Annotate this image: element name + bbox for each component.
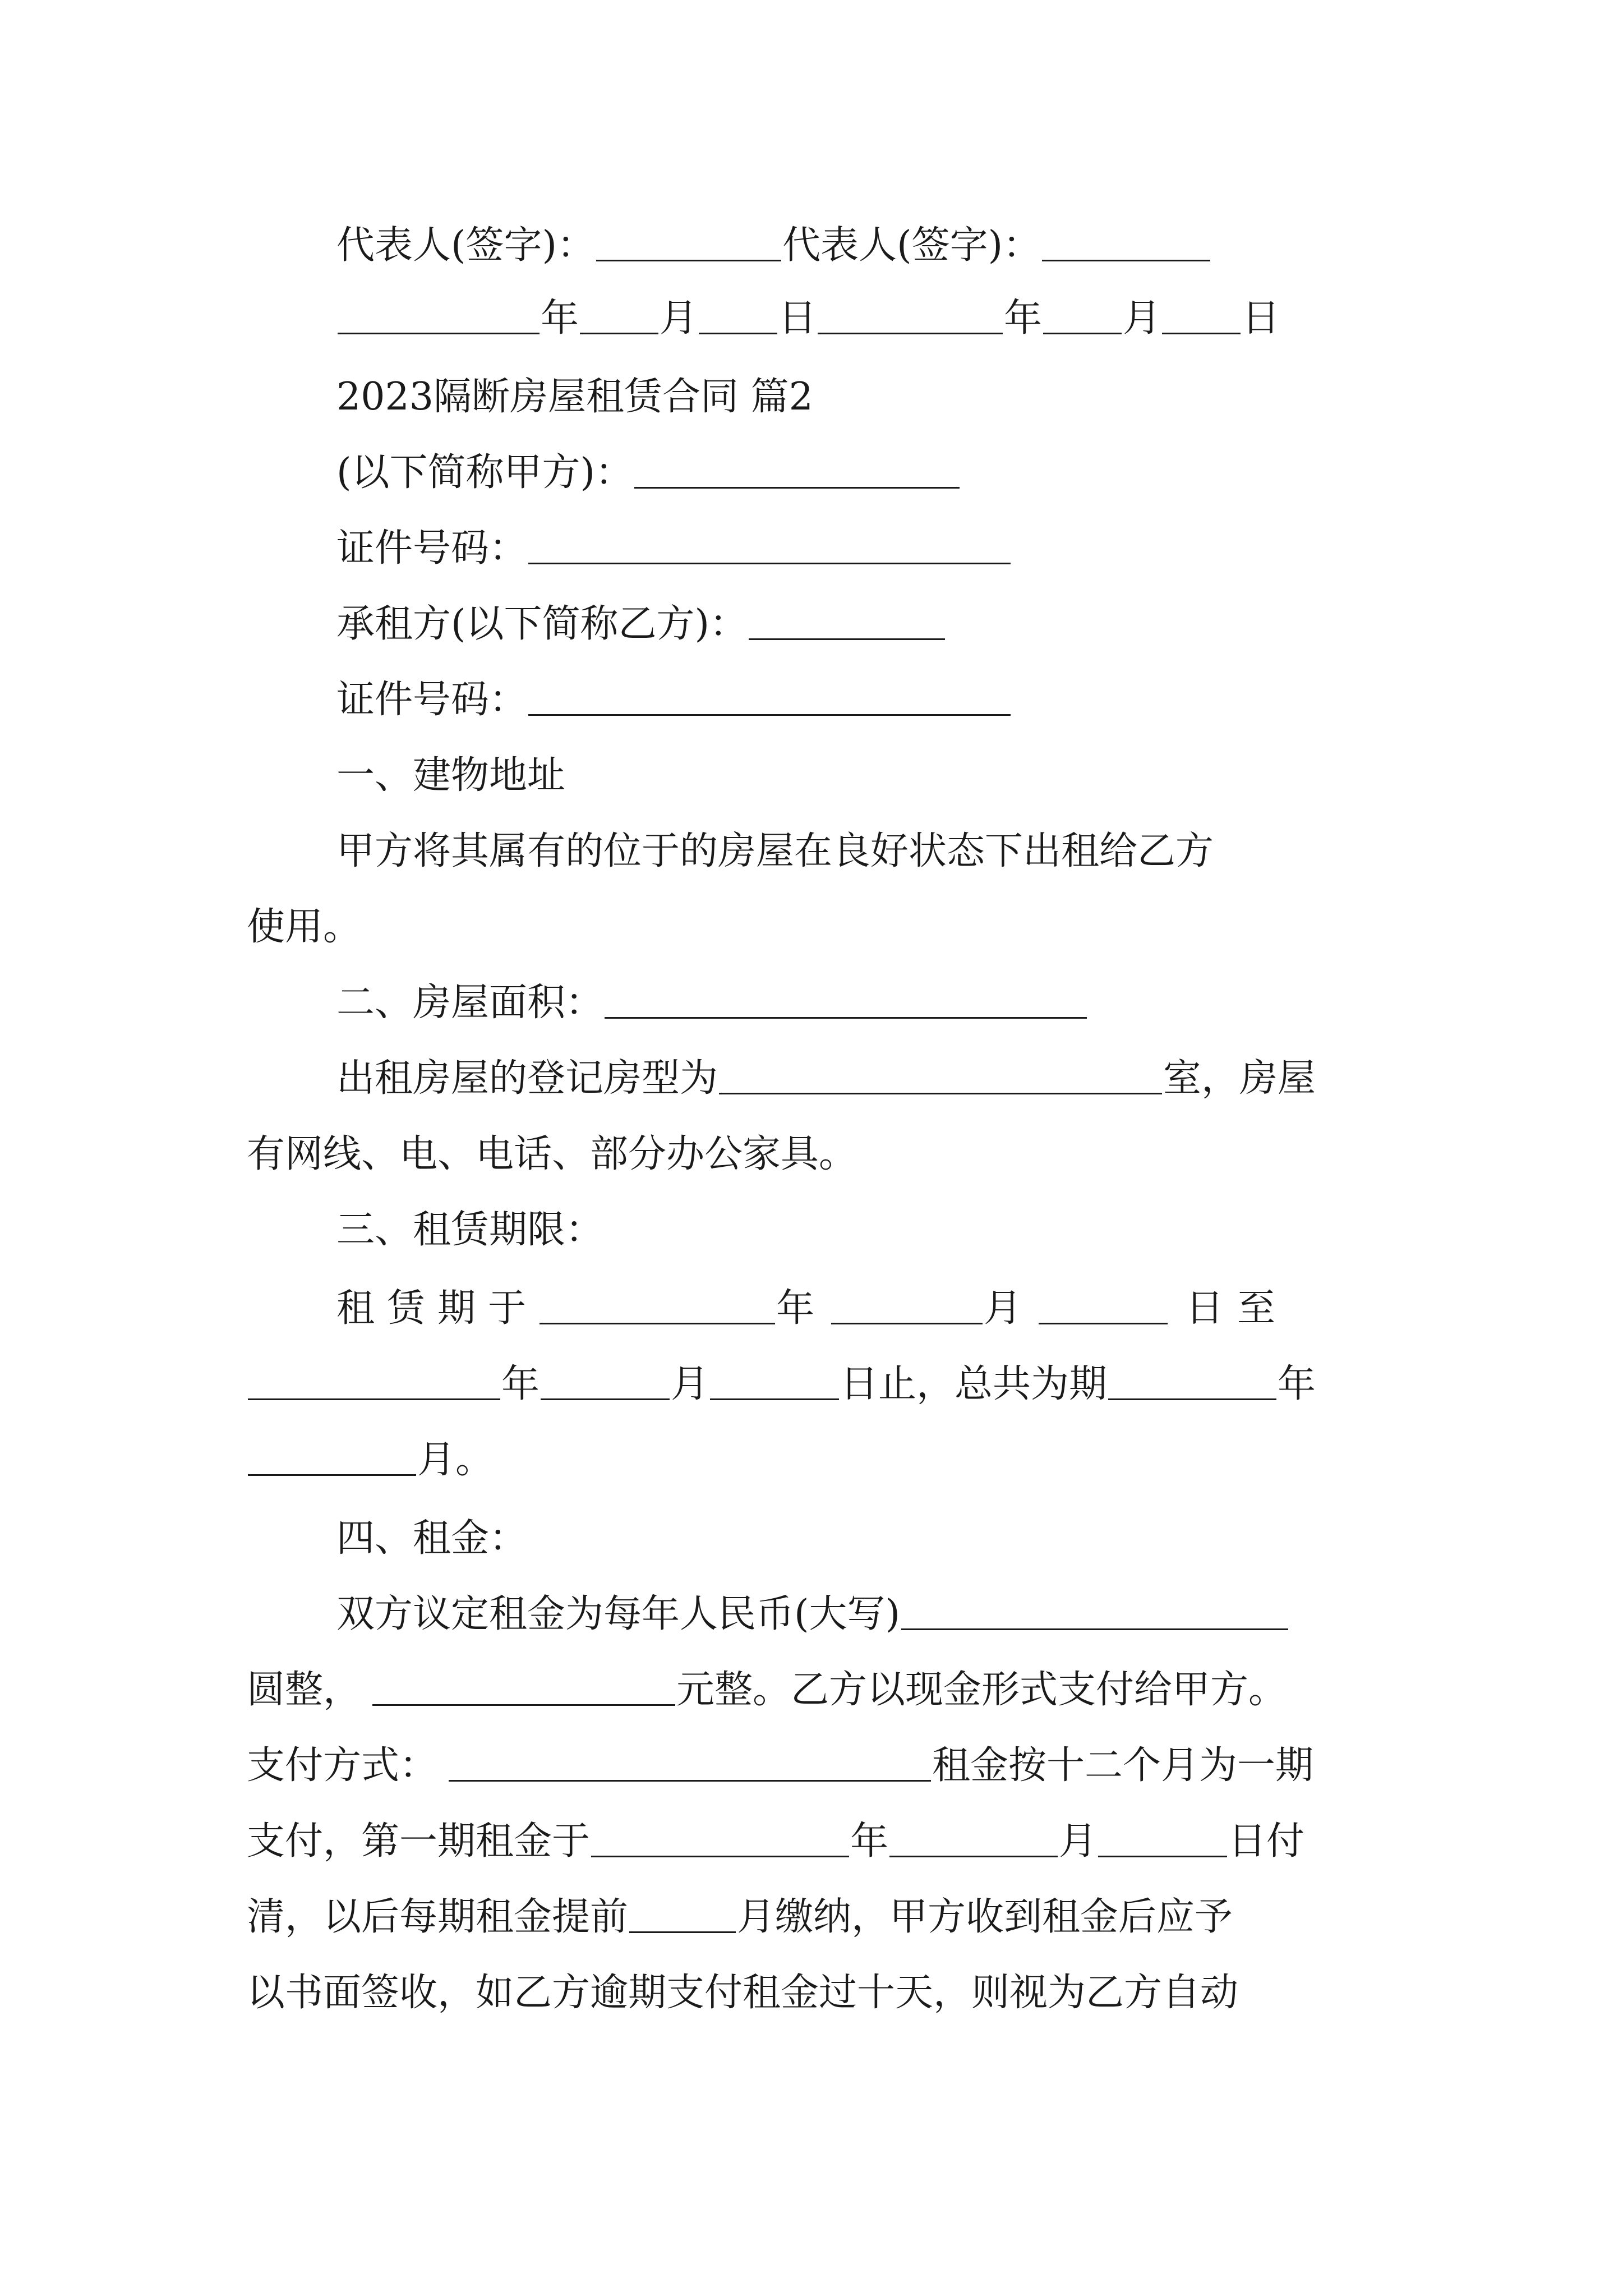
payment-method-blank xyxy=(449,1749,931,1782)
representative-label-b: 代表人(签字)： xyxy=(782,223,1041,268)
lease-to-day-label: 日止，总共为期 xyxy=(840,1362,1108,1406)
rent-amount-number-blank xyxy=(372,1673,675,1706)
advance-payment-text: 月缴纳，甲方收到租金后应予 xyxy=(737,1895,1233,1939)
area-blank xyxy=(605,986,1087,1019)
lease-to-month-label: 月 xyxy=(671,1362,709,1406)
section4-title: 四、租金： xyxy=(336,1516,528,1561)
id-b-line xyxy=(247,662,1469,738)
advance-months-blank xyxy=(629,1900,736,1933)
rent-amount-suffix: 圆整， xyxy=(247,1668,362,1712)
id-a-blank xyxy=(528,531,1011,564)
lease-from-month-label: 月 xyxy=(984,1286,1022,1331)
room-type-label: 出租房屋的登记房型为 xyxy=(336,1056,718,1101)
advance-payment-label: 清，以后每期租金提前 xyxy=(247,1895,629,1939)
room-suffix: 室，房屋 xyxy=(1163,1056,1316,1101)
lease-to-day-blank xyxy=(710,1367,839,1400)
section1-title: 一、建物地址 xyxy=(336,753,566,798)
section1-body-line1: 甲方将其属有的位于的房屋在良好状态下出租给乙方 xyxy=(336,829,1214,873)
section1-body-line2: 使用。 xyxy=(247,905,362,949)
party-a-line xyxy=(247,435,1469,511)
year-label: 年 xyxy=(541,296,579,341)
lease-to-year-label: 年 xyxy=(501,1362,540,1406)
year-blank-b xyxy=(818,301,1003,334)
payment-method-label: 支付方式： xyxy=(247,1743,438,1788)
section3-title: 三、租赁期限： xyxy=(336,1208,604,1252)
section2-body-line2: 有网线、电、电话、部分办公家具。 xyxy=(247,1132,857,1176)
lease-total-year-label: 年 xyxy=(1278,1362,1316,1406)
day-blank xyxy=(699,301,777,334)
first-payment-label: 支付，第一期租金于 xyxy=(247,1819,591,1864)
party-b-label: 承租方(以下简称乙方)： xyxy=(336,602,748,646)
lease-from-month-blank xyxy=(831,1291,983,1324)
month-label-b: 月 xyxy=(1123,296,1161,341)
lease-from-day-label: 日至 xyxy=(1186,1286,1289,1331)
day-label-b: 日 xyxy=(1242,296,1280,341)
first-payment-day-label: 日付 xyxy=(1228,1819,1305,1864)
first-payment-year-label: 年 xyxy=(850,1819,889,1864)
party-b-line xyxy=(247,586,1469,662)
party-a-label: (以下简称甲方)： xyxy=(336,450,634,495)
lease-from-year-label: 年 xyxy=(776,1286,815,1331)
section4-body-line4 xyxy=(247,1803,1380,1880)
section2-body-line1 xyxy=(247,1041,1469,1117)
rent-amount-upper-blank xyxy=(901,1597,1288,1630)
payment-period-text: 租金按十二个月为一期 xyxy=(932,1743,1314,1788)
lease-from-day-blank xyxy=(1039,1291,1168,1324)
id-b-blank xyxy=(528,683,1011,716)
section3-body-line2 xyxy=(247,1346,1380,1423)
lease-total-month-label: 月。 xyxy=(417,1438,494,1482)
section4-body-line3 xyxy=(247,1728,1380,1804)
lease-from-year-blank xyxy=(540,1291,775,1324)
section4-body-line1 xyxy=(247,1576,1469,1653)
room-type-blank xyxy=(719,1061,1162,1094)
id-b-label: 证件号码： xyxy=(336,678,528,722)
id-a-line xyxy=(247,510,1469,587)
signature-blank-b xyxy=(1042,228,1210,261)
party-a-blank xyxy=(634,455,960,489)
section4-body-line2 xyxy=(247,1652,1380,1728)
rent-amount-label: 双方议定租金为每年人民币(大写) xyxy=(336,1592,901,1636)
lease-to-year-blank xyxy=(248,1367,500,1400)
month-label: 月 xyxy=(660,296,698,341)
year-blank xyxy=(338,301,540,334)
contract-heading: 2023隔断房屋租赁合同 篇2 xyxy=(336,375,813,419)
first-payment-day-blank xyxy=(1098,1824,1227,1857)
representative-label-a: 代表人(签字)： xyxy=(336,223,596,268)
section4-body-line6: 以书面签收，如乙方逾期支付租金过十天，则视为乙方自动 xyxy=(247,1971,1239,2015)
first-payment-month-blank xyxy=(889,1824,1058,1857)
lease-total-month-blank xyxy=(248,1443,416,1476)
lease-to-month-blank xyxy=(541,1367,670,1400)
first-payment-month-label: 月 xyxy=(1059,1819,1098,1864)
id-a-label: 证件号码： xyxy=(336,526,528,570)
first-payment-year-blank xyxy=(591,1824,849,1857)
month-blank-b xyxy=(1043,301,1122,334)
year-label-b: 年 xyxy=(1004,296,1043,341)
day-label: 日 xyxy=(778,296,817,341)
month-blank xyxy=(580,301,658,334)
signature-blank-a xyxy=(596,228,781,261)
date-row xyxy=(247,280,1469,357)
section3-body-line3 xyxy=(247,1422,1380,1498)
section2-title: 二、房屋面积： xyxy=(336,981,604,1025)
day-blank-b xyxy=(1162,301,1241,334)
section3-body-line1 xyxy=(247,1271,1469,1347)
lease-total-year-blank xyxy=(1108,1367,1276,1400)
party-b-blank xyxy=(749,607,945,640)
rent-cash-text: 元整。乙方以现金形式支付给甲方。 xyxy=(676,1668,1287,1712)
section4-body-line5 xyxy=(247,1879,1380,1955)
signature-row xyxy=(247,208,1469,284)
section2-title-line xyxy=(247,965,1469,1041)
lease-from-label: 租赁期于 xyxy=(336,1286,539,1331)
